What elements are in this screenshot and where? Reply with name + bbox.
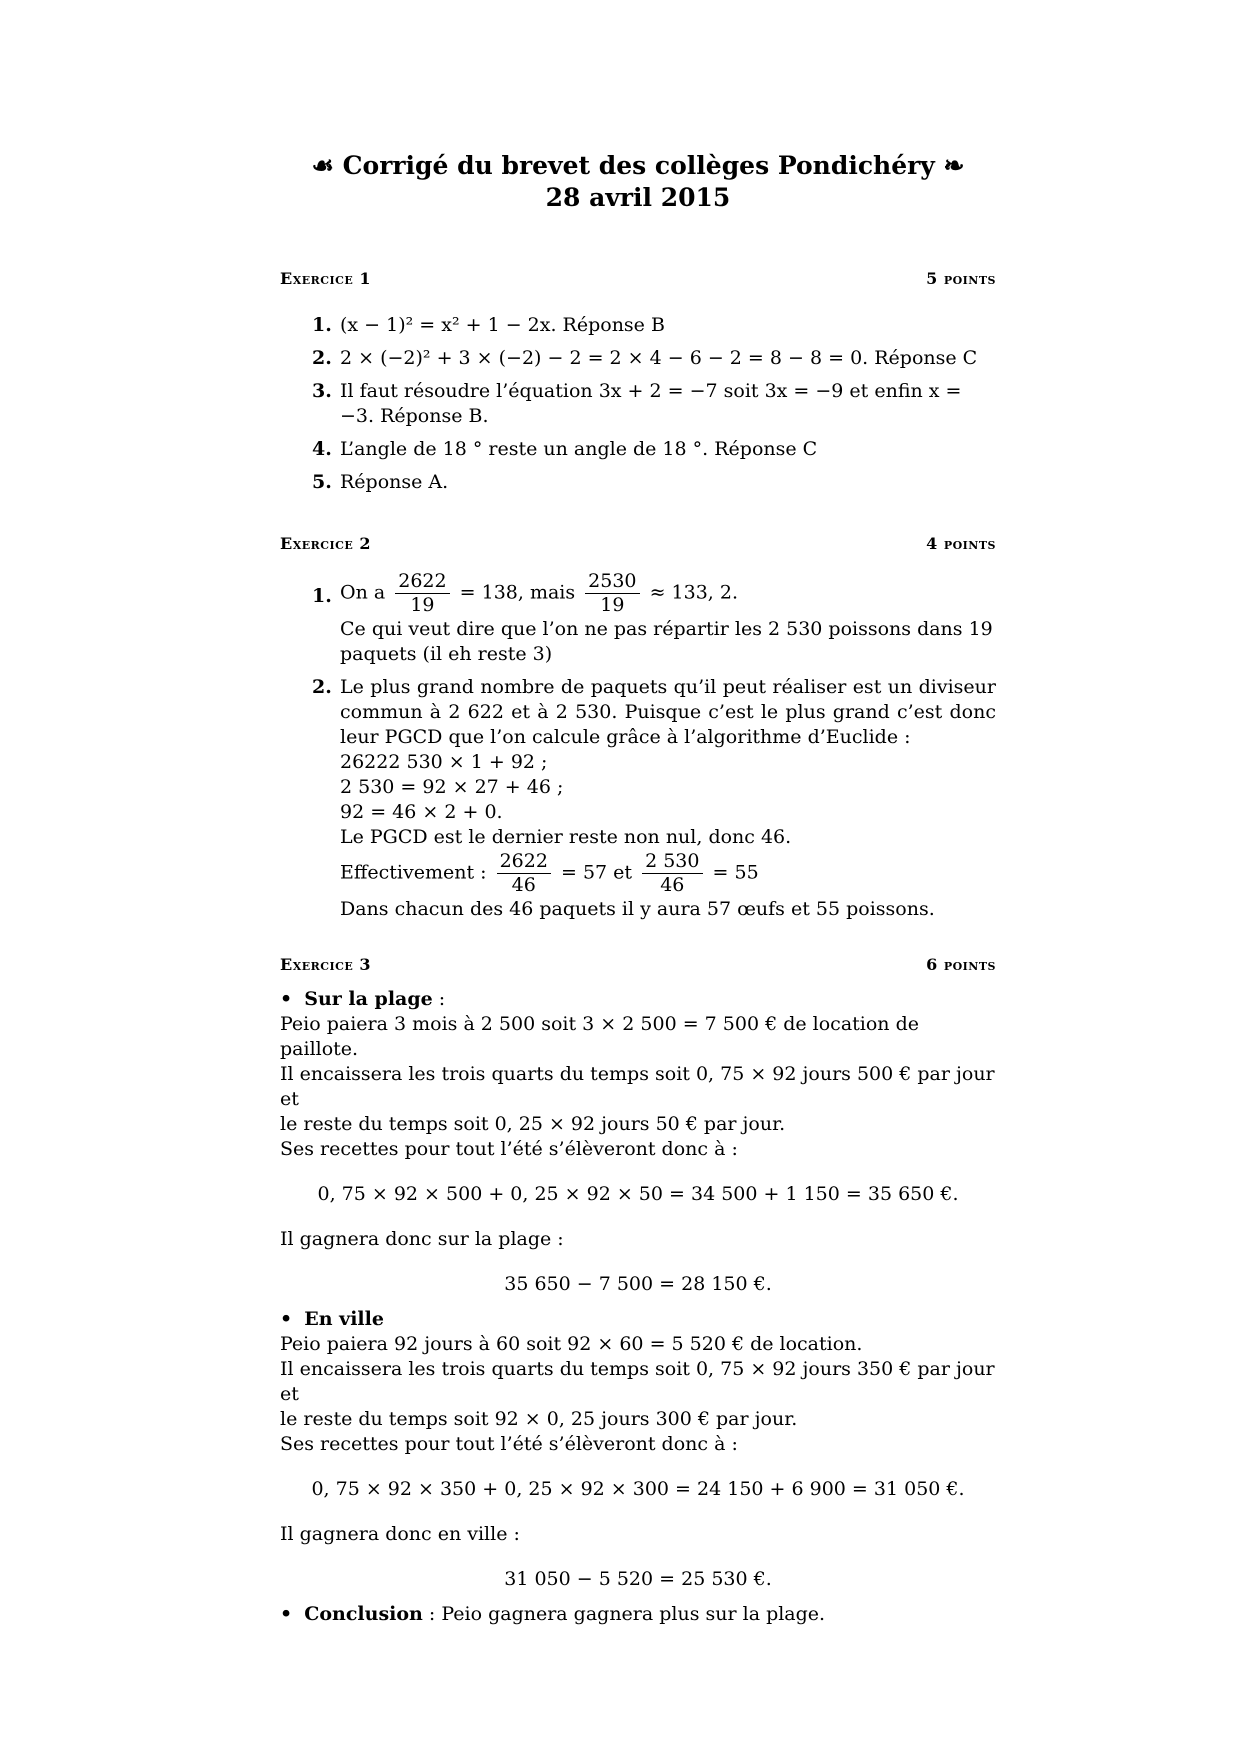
exercise-1-list xyxy=(280,313,996,495)
pgcd-result: Le PGCD est le dernier reste non nul, donc 46. xyxy=(340,826,792,848)
list-item: 2. Le plus grand nombre de paquets qu’il peut réaliser est un diviseur commun à 2 622 et à 2 530. Puisque c’est le plus grand c’est donc leur PGCD que l’on calcule grâce à l’algorithme d’Euclide : 26222 530 × 1 + 92 ; 2 530 = 92 × 27 + 46 ; 92 = 46 × 2 + 0. Le PGCD est le dernier reste non nul, donc 46. Effectivement : $\frac{2622}{46}$ = 57 et $\frac{2 530}{46}$ = 55 Dans chacun des 46 paquets il y aura 57 œufs et 55 poissons. xyxy=(312,676,996,920)
fraction: $\frac{2622}{19}$ xyxy=(395,570,449,617)
euclid-step-3: 92 = 46 × 2 + 0. xyxy=(340,801,503,823)
exercise-2-label: Exercice 2 xyxy=(280,534,371,553)
section-ville: • En ville Peio paiera 92 jours à 60 soit 92 × 60 = 5 520 € de location. Il encaissera les trois quarts du temps soit 0, 75 × 92 jours 350 € par jour et le reste du temps soit 92 × 0, 25 jours 300 € par jour. Ses recettes pour tout l’été s’élèveront donc à : 0, 75 × 92 × 350 + 0, 25 × 92 × 300 = 24 150 + 6 900 = 31 050 €. Il gagnera donc en ville : 31 050 − 5 520 = 25 530 €. xyxy=(280,1308,995,1590)
euclid-step-2: 2 530 = 92 × 27 + 46 ; xyxy=(340,776,564,798)
list-item: 2. 2 × (−2)² + 3 × (−2) − 2 = 2 × 4 − 6 − 2 = 8 − 8 = 0. Réponse C xyxy=(312,347,978,369)
exercise-3-header xyxy=(280,952,996,977)
q2-final: Dans chacun des 46 paquets il y aura 57 œufs et 55 poissons. xyxy=(340,898,935,920)
title-date: 28 avril 2015 xyxy=(545,183,731,212)
exercise-1-label: Exercice 1 xyxy=(280,269,371,288)
answer-1: (x − 1)² = x² + 1 − 2x. Réponse B xyxy=(340,314,665,336)
ville-heading: En ville xyxy=(304,1308,384,1330)
fraction: $\frac{2530}{19}$ xyxy=(585,570,639,617)
swirl-right-icon: ❧ xyxy=(943,151,965,180)
plage-equation-1: 0, 75 × 92 × 500 + 0, 25 × 92 × 50 = 34 500 + 1 150 = 35 650 €. xyxy=(317,1183,959,1205)
list-item: 1. On a $\frac{2622}{19}$ = 138, mais $\frac{2530}{19}$ ≈ 133, 2. Ce qui veut dire que l’on ne pas répartir les 2 530 poissons dans 19 paquets (il eh reste 3) xyxy=(280,570,996,667)
fraction: $\frac{2 530}{46}$ xyxy=(642,850,702,897)
document-page xyxy=(280,150,996,1627)
exercise-3-points: 6 points xyxy=(926,955,996,974)
answer-3: Il faut résoudre l’équation 3x + 2 = −7 soit 3x = −9 et enfin x = −3. Réponse B. xyxy=(340,380,962,427)
ville-equation-2: 31 050 − 5 520 = 25 530 €. xyxy=(504,1568,772,1590)
euclid-step-1: 26222 530 × 1 + 92 ; xyxy=(340,751,548,773)
document-title xyxy=(240,150,1036,214)
q1-explanation: Ce qui veut dire que l’on ne pas répartir les 2 530 poissons dans 19 paquets (il eh reste 3) xyxy=(340,618,993,665)
exercise-3-label: Exercice 3 xyxy=(280,955,371,974)
exercise-1-header xyxy=(280,266,996,291)
exercise-1-points: 5 points xyxy=(926,269,996,288)
list-item: 1. (x − 1)² = x² + 1 − 2x. Réponse B xyxy=(312,314,665,336)
exercise-2-list xyxy=(280,570,996,922)
fraction: $\frac{2622}{46}$ xyxy=(497,850,551,897)
ville-equation-1: 0, 75 × 92 × 350 + 0, 25 × 92 × 300 = 24 150 + 6 900 = 31 050 €. xyxy=(311,1478,965,1500)
section-plage: • Sur la plage : Peio paiera 3 mois à 2 500 soit 3 × 2 500 = 7 500 € de location de paillote. Il encaissera les trois quarts du temps soit 0, 75 × 92 jours 500 € par jour et le reste du temps soit 0, 25 × 92 jours 50 € par jour. Ses recettes pour tout l’été s’élèveront donc à : 0, 75 × 92 × 500 + 0, 25 × 92 × 50 = 34 500 + 1 150 = 35 650 €. Il gagnera donc sur la plage : 35 650 − 7 500 = 28 150 €. xyxy=(280,988,995,1295)
answer-5: Réponse A. xyxy=(340,471,449,493)
swirl-left-icon: ☙ xyxy=(311,151,334,180)
conclusion-text: : Peio gagnera gagnera plus sur la plage. xyxy=(422,1603,826,1625)
exercise-2-points: 4 points xyxy=(926,534,996,553)
list-item: 3. Il faut résoudre l’équation 3x + 2 = −7 soit 3x = −9 et enfin x = −3. Réponse B. xyxy=(312,380,962,427)
plage-heading: Sur la plage xyxy=(304,988,433,1010)
title-line-1: Corrigé du brevet des collèges Pondichéry xyxy=(342,151,935,180)
conclusion-heading: Conclusion xyxy=(304,1603,423,1625)
list-item: 5. Réponse A. xyxy=(312,471,449,493)
section-conclusion: • Conclusion : Peio gagnera gagnera plus sur la plage. xyxy=(280,1603,826,1625)
list-item: 4. L’angle de 18 ° reste un angle de 18 °. Réponse C xyxy=(312,438,818,460)
plage-equation-2: 35 650 − 7 500 = 28 150 €. xyxy=(504,1273,772,1295)
q2-paragraph: Le plus grand nombre de paquets qu’il peut réaliser est un diviseur commun à 2 622 et à 2 530. Puisque c’est le plus grand c’est donc leur PGCD que l’on calcule grâce à l’algorithme d’Euclide : xyxy=(340,676,996,748)
answer-2: 2 × (−2)² + 3 × (−2) − 2 = 2 × 4 − 6 − 2 = 8 − 8 = 0. Réponse C xyxy=(340,347,978,369)
answer-4: L’angle de 18 ° reste un angle de 18 °. Réponse C xyxy=(340,438,818,460)
exercise-2-header xyxy=(280,531,996,556)
